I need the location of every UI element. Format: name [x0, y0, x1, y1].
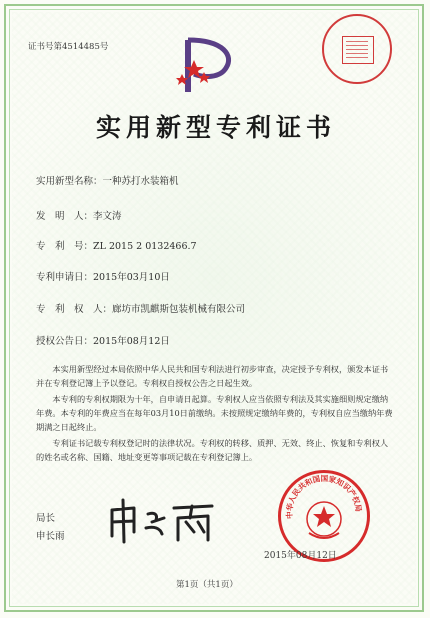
field-patent-number [36, 238, 197, 252]
page-footer: 第1页（共1页） [176, 580, 238, 590]
sipo-logo-icon [176, 34, 238, 96]
field-utility-model-name [36, 173, 179, 187]
field-label: 实用新型名称： [36, 176, 103, 187]
field-patentee [36, 301, 245, 315]
director-title: 局长 [36, 513, 56, 524]
body-paragraph-1: 本实用新型经过本局依照中华人民共和国专利法进行初步审查，决定授予专利权，颁发本证书并在专利登记簿上予以登记。专利权自授权公告之日起生效。 [36, 364, 389, 388]
field-label: 专 利 权 人： [36, 304, 113, 315]
seal-text: 中华人民共和国国家知识产权局 [284, 474, 364, 520]
body-paragraph-2: 本专利的专利权期限为十年，自申请日起算。专利权人应当依照专利法及其实施细则规定缴纳年费。本专利的年费应当在每年03月10日前缴纳。未按照规定缴纳年费的，专利权自应当缴纳年费期满之日起终止。 [36, 394, 393, 432]
field-grant-date [36, 333, 170, 347]
field-value: 2015年08月12日 [93, 336, 170, 347]
field-label: 专 利 号： [36, 241, 94, 252]
certificate-title: 实用新型专利证书 [96, 113, 337, 142]
field-label: 发 明 人： [36, 211, 94, 222]
seal-emblem-icon [281, 473, 367, 559]
field-inventor [36, 208, 122, 222]
body-paragraph-3: 专利证书记载专利权登记时的法律状况。专利权的转移、质押、无效、终止、恢复和专利权人的姓名或名称、国籍、地址变更等事项记载在专利登记簿上。 [36, 438, 389, 462]
field-value: 廊坊市凯麒斯包装机械有限公司 [112, 304, 246, 315]
field-application-date [36, 269, 170, 283]
field-label: 专利申请日： [36, 272, 94, 283]
seal-date: 2015年08月12日 [264, 551, 337, 561]
small-red-stamp [322, 14, 392, 84]
field-value: 一种苏打水装箱机 [102, 176, 179, 187]
field-value: 2015年03月10日 [93, 272, 170, 283]
cert-number: 证书号第4514485号 [28, 42, 109, 52]
field-value: 李文涛 [93, 211, 122, 222]
director-name: 申长雨 [36, 531, 65, 542]
director-signature [104, 496, 224, 546]
field-value: ZL 2015 2 0132466.7 [93, 241, 197, 252]
field-label: 授权公告日： [36, 336, 94, 347]
